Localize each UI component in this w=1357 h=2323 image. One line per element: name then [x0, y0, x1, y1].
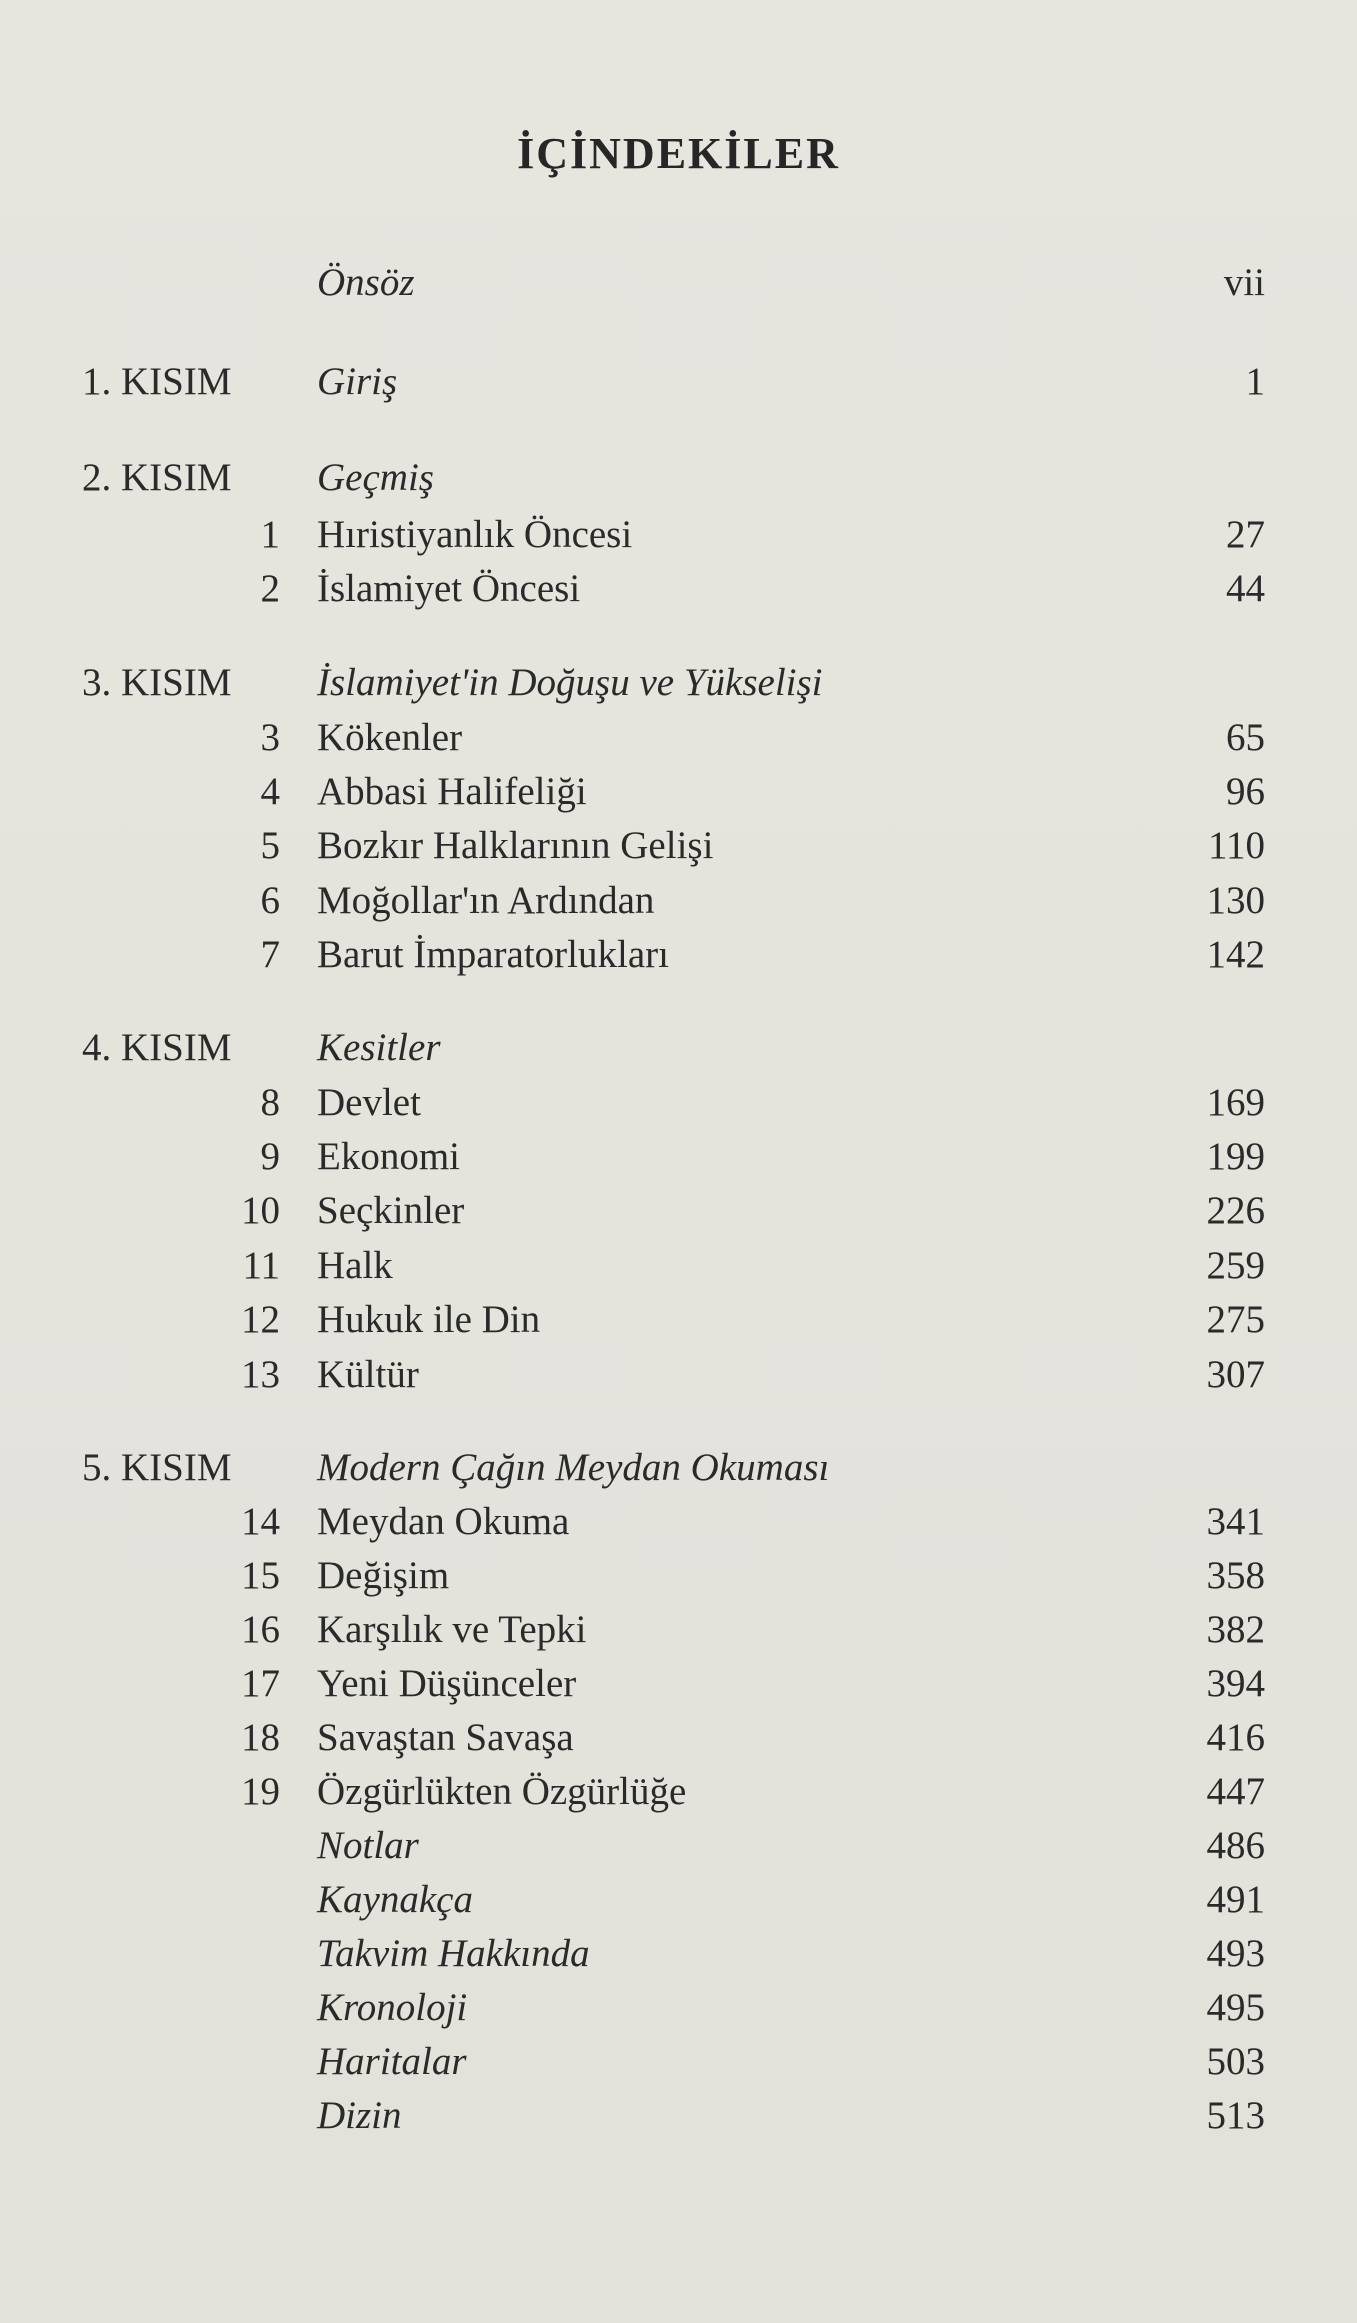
page-number: 142: [1206, 933, 1265, 976]
entry-title: İslamiyet'in Doğuşu ve Yükselişi: [317, 661, 823, 704]
entry-title: Dizin: [317, 2094, 402, 2137]
entry-title: Modern Çağın Meydan Okuması: [317, 1446, 830, 1489]
chapter-number: 7: [260, 933, 280, 976]
toc-row: [0, 1659, 1357, 1709]
toc-row: [0, 1132, 1357, 1182]
toc-row: [0, 564, 1357, 614]
page-number: 307: [1206, 1353, 1265, 1396]
chapter-number: 14: [241, 1500, 280, 1543]
entry-title: Kronoloji: [317, 1986, 468, 2029]
chapter-number: 6: [260, 879, 280, 922]
page-number: 493: [1206, 1932, 1265, 1975]
toc-row: [0, 510, 1357, 560]
entry-title: Giriş: [317, 360, 398, 403]
page-number: 110: [1207, 824, 1265, 867]
entry-title: Değişim: [317, 1554, 450, 1597]
toc-row: [0, 1875, 1357, 1925]
toc-row: [0, 876, 1357, 926]
toc-row: [0, 930, 1357, 980]
page-number: 382: [1206, 1608, 1265, 1651]
entry-title: Hukuk ile Din: [317, 1298, 541, 1341]
entry-title: Moğollar'ın Ardından: [317, 879, 655, 922]
page-number: 199: [1206, 1135, 1265, 1178]
entry-title: Haritalar: [317, 2040, 467, 2083]
chapter-number: 15: [241, 1554, 280, 1597]
entry-title: Kültür: [317, 1353, 419, 1396]
chapter-number: 3: [260, 716, 280, 759]
toc-row: [0, 1605, 1357, 1655]
page-number: 96: [1226, 770, 1265, 813]
page-number: 65: [1226, 716, 1265, 759]
toc-row: [0, 453, 1357, 503]
entry-title: Takvim Hakkında: [317, 1932, 590, 1975]
page-number: 275: [1206, 1298, 1265, 1341]
chapter-number: 17: [241, 1662, 280, 1705]
toc-row: [0, 2037, 1357, 2087]
page-number: 226: [1206, 1189, 1265, 1232]
toc-row: [0, 658, 1357, 708]
page-number: 486: [1206, 1824, 1265, 1867]
entry-title: İslamiyet Öncesi: [317, 567, 581, 610]
entry-title: Kökenler: [317, 716, 463, 759]
entry-title: Barut İmparatorlukları: [317, 933, 669, 976]
page-number: 1: [1245, 360, 1265, 403]
part-label: 5. KISIM: [82, 1446, 232, 1489]
chapter-number: 10: [241, 1189, 280, 1232]
entry-title: Özgürlükten Özgürlüğe: [317, 1770, 687, 1813]
page-number: 27: [1226, 513, 1265, 556]
entry-title: Yeni Düşünceler: [317, 1662, 577, 1705]
toc-row: [0, 1443, 1357, 1493]
entry-title: Bozkır Halklarının Gelişi: [317, 824, 714, 867]
entry-title: Notlar: [317, 1824, 419, 1867]
page-number: vii: [1223, 261, 1265, 304]
page-number: 169: [1206, 1081, 1265, 1124]
chapter-number: 1: [260, 513, 280, 556]
part-label: 1. KISIM: [82, 360, 232, 403]
chapter-number: 8: [260, 1081, 280, 1124]
page-number: 130: [1206, 879, 1265, 922]
page-number: 259: [1206, 1244, 1265, 1287]
part-label: 2. KISIM: [82, 456, 232, 499]
entry-title: Geçmiş: [317, 456, 434, 499]
entry-title: Karşılık ve Tepki: [317, 1608, 587, 1651]
page-number: 503: [1206, 2040, 1265, 2083]
entry-title: Ekonomi: [317, 1135, 460, 1178]
page-number: 447: [1206, 1770, 1265, 1813]
chapter-number: 5: [260, 824, 280, 867]
part-label: 3. KISIM: [82, 661, 232, 704]
toc-row: [0, 357, 1357, 407]
toc-row: [0, 1767, 1357, 1817]
chapter-number: 16: [241, 1608, 280, 1651]
part-label: 4. KISIM: [82, 1026, 232, 1069]
chapter-number: 18: [241, 1716, 280, 1759]
entry-title: Önsöz: [317, 261, 415, 304]
entry-title: Kaynakça: [317, 1878, 473, 1921]
toc-row: [0, 1186, 1357, 1236]
toc-row: [0, 1241, 1357, 1291]
toc-row: [0, 1821, 1357, 1871]
page-number: 513: [1206, 2094, 1265, 2137]
toc-row: [0, 1350, 1357, 1400]
page-number: 44: [1226, 567, 1265, 610]
entry-title: Kesitler: [317, 1026, 441, 1069]
toc-row: [0, 2091, 1357, 2141]
page-number: 394: [1206, 1662, 1265, 1705]
toc-row: [0, 767, 1357, 817]
chapter-number: 12: [241, 1298, 280, 1341]
entry-title: Savaştan Savaşa: [317, 1716, 574, 1759]
page-number: 495: [1206, 1986, 1265, 2029]
entry-title: Seçkinler: [317, 1189, 465, 1232]
chapter-number: 9: [260, 1135, 280, 1178]
chapter-number: 19: [241, 1770, 280, 1813]
entry-title: Halk: [317, 1244, 393, 1287]
toc-row: [0, 258, 1357, 308]
chapter-number: 13: [241, 1353, 280, 1396]
chapter-number: 11: [242, 1244, 280, 1287]
page-number: 491: [1206, 1878, 1265, 1921]
chapter-number: 4: [260, 770, 280, 813]
entry-title: Meydan Okuma: [317, 1500, 570, 1543]
page-title: İÇİNDEKİLER: [517, 129, 840, 178]
toc-row: [0, 1497, 1357, 1547]
toc-row: [0, 713, 1357, 763]
toc-row: [0, 821, 1357, 871]
toc-row: [0, 1929, 1357, 1979]
page-number: 341: [1206, 1500, 1265, 1543]
entry-title: Devlet: [317, 1081, 421, 1124]
page-number: 416: [1206, 1716, 1265, 1759]
toc-row: [0, 1983, 1357, 2033]
toc-row: [0, 1078, 1357, 1128]
entry-title: Abbasi Halifeliği: [317, 770, 587, 813]
page-number: 358: [1206, 1554, 1265, 1597]
entry-title: Hıristiyanlık Öncesi: [317, 513, 633, 556]
toc-row: [0, 1713, 1357, 1763]
toc-row: [0, 1551, 1357, 1601]
toc-row: [0, 1295, 1357, 1345]
chapter-number: 2: [260, 567, 280, 610]
toc-row: [0, 1023, 1357, 1073]
